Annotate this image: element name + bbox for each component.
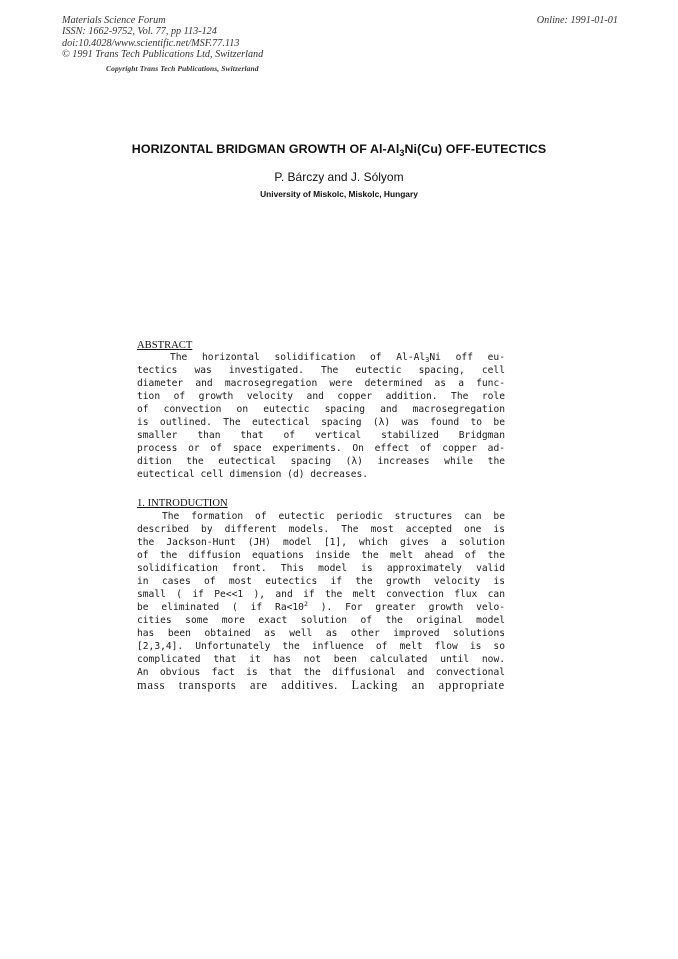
title-part-1: HORIZONTAL BRIDGMAN GROWTH OF Al-Al — [131, 142, 400, 156]
abstract-text — [137, 351, 505, 481]
intro-line: has been obtained as well as other improved solutions — [137, 628, 505, 639]
title-subscript: 3 — [399, 148, 405, 158]
abstract-line: diameter and macrosegregation were determined as a func- — [137, 378, 505, 389]
abstract-line: process or of space experiments. On effect of copper ad- — [137, 443, 505, 454]
publication-header — [62, 15, 263, 61]
abstract-subscript: 3 — [425, 356, 430, 364]
abstract-line — [137, 351, 505, 364]
intro-line: The formation of eutectic periodic structures can be — [162, 511, 505, 522]
abstract-heading: ABSTRACT — [137, 340, 193, 351]
ra-line-b: ). For greater growth velo- — [307, 602, 505, 613]
intro-line: An obvious fact is that the diffusional and convectional — [137, 667, 505, 678]
affiliation: University of Miskolc, Miskolc, Hungary — [260, 189, 418, 199]
intro-line: cities some more exact solution of the original model — [137, 615, 505, 626]
intro-line: [2,3,4]. Unfortunately the influence of melt flow is so — [137, 641, 505, 652]
authors: P. Bárczy and J. Sólyom — [274, 170, 404, 184]
abstract-line: of convection on eutectic spacing and macrosegregation — [137, 404, 505, 415]
abstract-line: tectics was investigated. The eutectic spacing, cell — [137, 365, 505, 376]
introduction-text — [137, 510, 505, 692]
journal-name: Materials Science Forum — [62, 15, 166, 26]
abstract-line: smaller than that of vertical stabilized Bridgman — [137, 430, 505, 441]
abstract-line: eutectical cell dimension (d) decreases. — [137, 469, 369, 480]
online-date: Online: 1991-01-01 — [536, 15, 618, 26]
abstract-line-1-a: The horizontal solidification of Al-Al — [170, 352, 426, 363]
intro-line: mass transports are additives. Lacking an appropriate — [137, 679, 505, 692]
abstract-line: is outlined. The eutectical spacing (λ) was found to be — [137, 417, 505, 428]
intro-line: the Jackson-Hunt (JH) model [1], which gives a solution — [137, 537, 505, 548]
ra-superscript: 2 — [303, 601, 308, 608]
abstract-line-1-b: Ni off eu- — [429, 352, 505, 363]
abstract-line: tion of growth velocity and copper addition. The role — [137, 391, 505, 402]
original-copyright: Copyright Trans Tech Publications, Switzerland — [106, 64, 259, 73]
introduction-heading: 1. INTRODUCTION — [137, 498, 228, 509]
abstract-line: dition the eutectical spacing (λ) increases while the — [137, 456, 505, 467]
title-part-2: Ni(Cu) OFF-EUTECTICS — [404, 142, 547, 156]
issn-line: ISSN: 1662-9752, Vol. 77, pp 113-124 — [62, 26, 217, 38]
intro-line: of the diffusion equations inside the melt ahead of the — [137, 550, 505, 561]
paper-title — [0, 142, 678, 158]
intro-line: described by different models. The most accepted one is — [137, 524, 505, 535]
doi-line[interactable]: doi:10.4028/www.scientific.net/MSF.77.113 — [62, 37, 240, 49]
intro-line: solidification front. This model is approximately valid — [137, 563, 505, 574]
ra-line-a: be eliminated ( if Ra<10 — [137, 602, 304, 613]
intro-line: in cases of most eutectics if the growth velocity is — [137, 576, 505, 587]
publisher-line: © 1991 Trans Tech Publications Ltd, Switzerland — [62, 49, 264, 61]
intro-line — [137, 601, 505, 614]
intro-line: complicated that it has not been calculated until now. — [137, 654, 505, 665]
intro-line: small ( if Pe<<1 ), and if the melt convection flux can — [137, 589, 505, 600]
